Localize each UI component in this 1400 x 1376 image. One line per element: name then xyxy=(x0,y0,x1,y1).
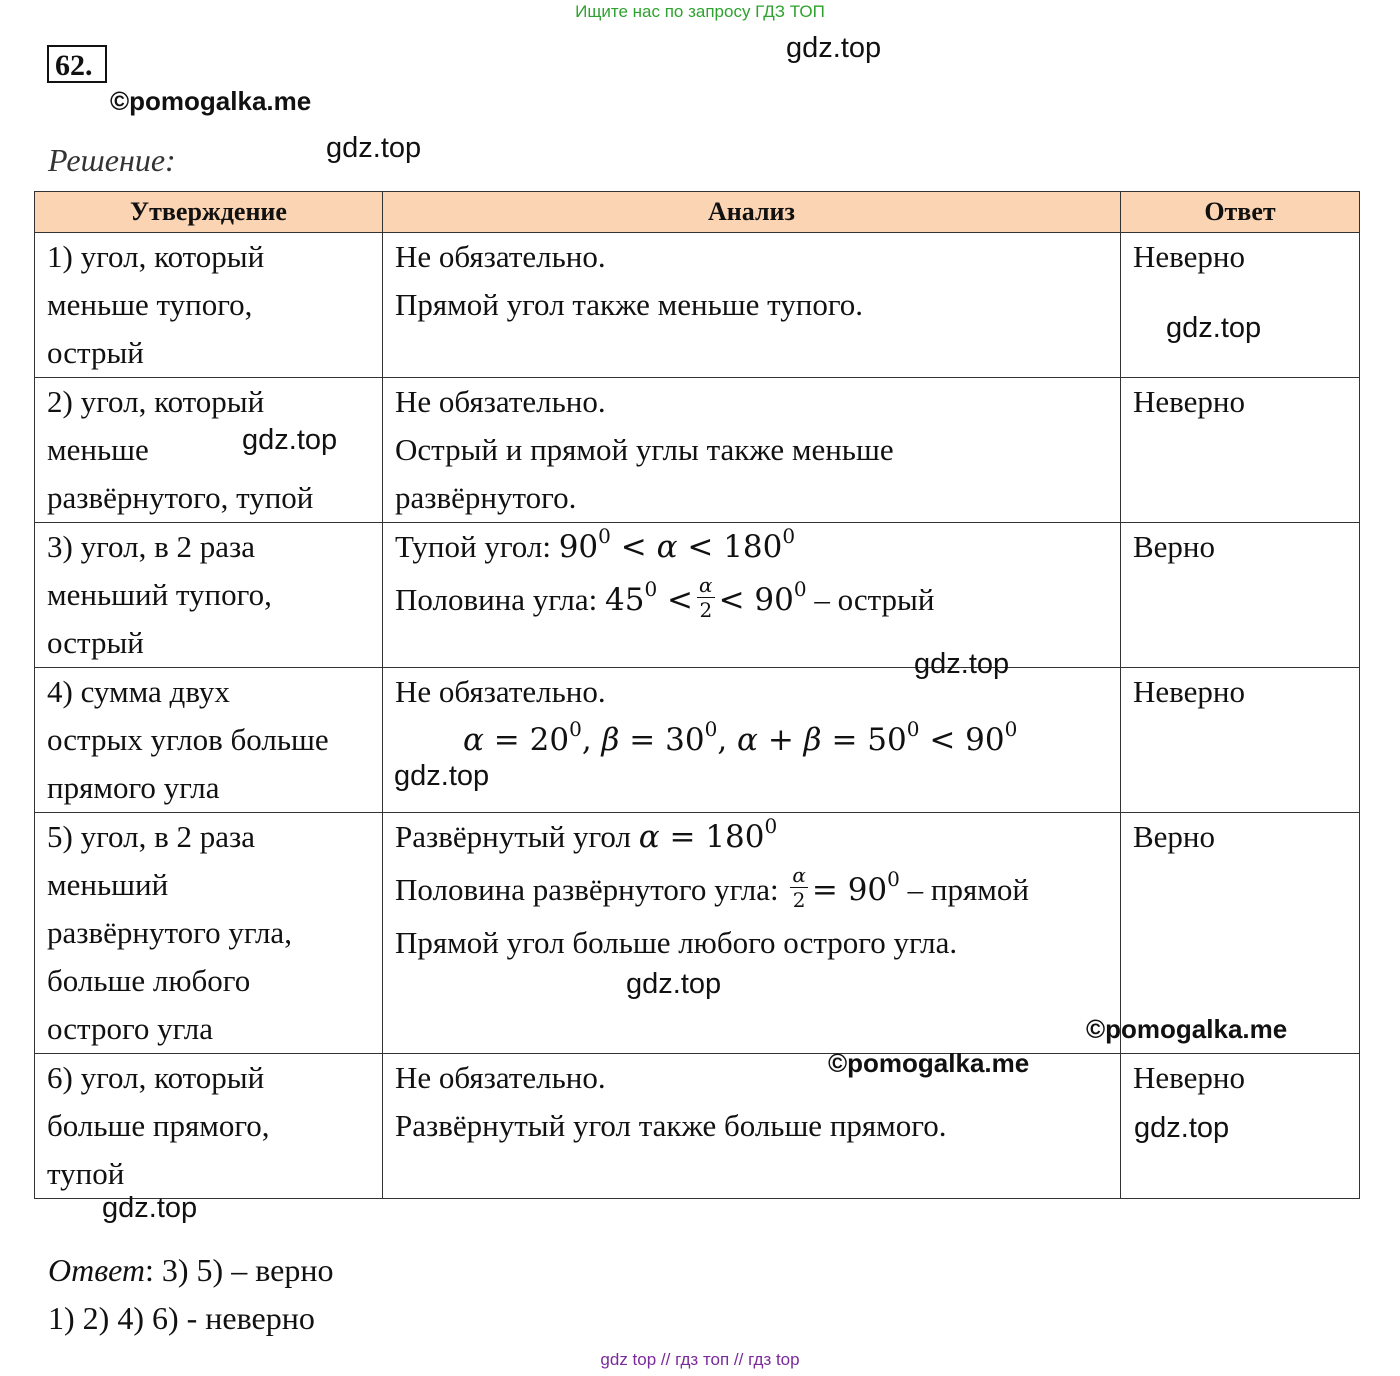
statement-cell xyxy=(35,233,383,378)
watermark-gdz: gdz.top xyxy=(394,760,490,792)
straight-angle-formula: $\alpha = 180^0$ xyxy=(638,814,778,855)
answer-cell xyxy=(1121,523,1360,668)
answer-correct: : 3) 5) – верно xyxy=(145,1252,334,1288)
analysis-line xyxy=(395,571,1108,629)
analysis-line xyxy=(395,523,1108,571)
fraction: $\frac{\alpha}{2}$ xyxy=(699,573,713,622)
statement-line: тупой xyxy=(47,1156,125,1191)
statement-cell xyxy=(35,1054,383,1199)
analysis-line: Прямой угол больше любого острого угла. xyxy=(395,925,958,960)
counterexample-formula: $\alpha = 20^0$, $\beta = 30^0$, $\alpha + \beta = 50^0 < 90^0$ xyxy=(463,717,1018,758)
analysis-line: Острый и прямой углы также меньше xyxy=(395,432,894,467)
statement-line: 3) угол, в 2 раза xyxy=(47,529,255,564)
answer-value: Неверно xyxy=(1133,239,1245,274)
analysis-cell xyxy=(383,233,1121,378)
table-row xyxy=(35,668,1360,813)
footer-links: gdz top // гдз топ // гдз top xyxy=(600,1350,800,1369)
header-answer: Ответ xyxy=(1121,192,1360,233)
statement-line: меньше xyxy=(47,432,149,467)
task-number: 62. xyxy=(47,45,107,83)
table-row xyxy=(35,523,1360,668)
analysis-table xyxy=(34,191,1360,1199)
statement-line: острого угла xyxy=(47,1011,214,1046)
analysis-text: Развёрнутый угол xyxy=(395,819,631,854)
statement-line: 5) угол, в 2 раза xyxy=(47,819,255,854)
analysis-line: Не обязательно. xyxy=(395,239,606,274)
watermark-gdz: gdz.top xyxy=(626,968,722,1000)
statement-line: острых углов больше xyxy=(47,722,329,757)
analysis-text: Половина угла: xyxy=(395,582,598,617)
statement-line: развёрнутого, тупой xyxy=(47,480,314,515)
analysis-line: Не обязательно. xyxy=(395,674,606,709)
answer-value: Неверно xyxy=(1133,674,1245,709)
half-angle-formula: $45^0$ < $\frac{\alpha}{2}$ < $90^0$ xyxy=(605,573,807,622)
analysis-line: Не обязательно. xyxy=(395,384,606,419)
statement-line: острый xyxy=(47,625,144,660)
statement-cell xyxy=(35,813,383,1054)
statement-line: меньший xyxy=(47,867,169,902)
watermark-pomogalka: ©pomogalka.me xyxy=(828,1048,1030,1078)
watermark-gdz: gdz.top xyxy=(326,132,422,164)
watermark-gdz: gdz.top xyxy=(1134,1112,1230,1144)
analysis-line xyxy=(395,813,1108,861)
analysis-line: развёрнутого. xyxy=(395,480,577,515)
answer-cell xyxy=(1121,233,1360,378)
table-row xyxy=(35,378,1360,523)
statement-line: больше прямого, xyxy=(47,1108,270,1143)
answer-cell xyxy=(1121,668,1360,813)
answer-value: Верно xyxy=(1133,529,1216,564)
watermark-pomogalka: ©pomogalka.me xyxy=(110,86,312,116)
statement-line: меньше тупого, xyxy=(47,287,253,322)
answer-value: Неверно xyxy=(1133,1060,1245,1095)
statement-cell xyxy=(35,668,383,813)
analysis-line: Не обязательно. xyxy=(395,1060,606,1095)
watermark-gdz: gdz.top xyxy=(914,648,1010,680)
statement-cell xyxy=(35,523,383,668)
statement-line: развёрнутого угла, xyxy=(47,915,292,950)
statement-line: острый xyxy=(47,335,144,370)
analysis-text: – прямой xyxy=(907,872,1029,907)
solution-label: Решение: xyxy=(48,142,176,178)
analysis-cell xyxy=(383,378,1121,523)
final-answer xyxy=(48,1246,333,1342)
statement-line: прямого угла xyxy=(47,770,220,805)
watermark-pomogalka: ©pomogalka.me xyxy=(1086,1014,1288,1044)
analysis-text: Тупой угол: xyxy=(395,529,551,564)
analysis-cell xyxy=(383,668,1121,813)
statement-line: 6) угол, который xyxy=(47,1060,265,1095)
statement-line: меньший тупого, xyxy=(47,577,272,612)
analysis-line: Прямой угол также меньше тупого. xyxy=(395,287,864,322)
inequality-formula: $90^0 < \alpha < 180^0$ xyxy=(558,524,796,565)
answer-label: Ответ xyxy=(48,1252,145,1288)
answer-line-correct xyxy=(48,1246,333,1294)
answer-value: Верно xyxy=(1133,819,1216,854)
header-analysis: Анализ xyxy=(383,192,1121,233)
table-row xyxy=(35,233,1360,378)
header-statement: Утверждение xyxy=(35,192,383,233)
answer-cell xyxy=(1121,378,1360,523)
watermark-gdz: gdz.top xyxy=(102,1192,198,1224)
statement-line: больше любого xyxy=(47,963,251,998)
half-straight-formula: $\frac{\alpha}{2}$ = $90^0$ xyxy=(792,863,900,912)
analysis-line xyxy=(395,861,1108,919)
table-header-row xyxy=(35,192,1360,233)
top-banner: Ищите нас по запросу ГДЗ ТОП xyxy=(575,2,825,21)
answer-incorrect: 1) 2) 4) 6) - неверно xyxy=(48,1300,315,1336)
analysis-text: – острый xyxy=(814,582,935,617)
answer-value: Неверно xyxy=(1133,384,1245,419)
statement-line: 1) угол, который xyxy=(47,239,265,274)
watermark-gdz: gdz.top xyxy=(242,424,338,456)
watermark-gdz: gdz.top xyxy=(786,32,882,64)
fraction: $\frac{\alpha}{2}$ xyxy=(792,863,806,912)
statement-line: 2) угол, который xyxy=(47,384,265,419)
watermark-gdz: gdz.top xyxy=(1166,312,1262,344)
analysis-cell xyxy=(383,813,1121,1054)
analysis-text: Половина развёрнутого угла: xyxy=(395,872,779,907)
statement-line: 4) сумма двух xyxy=(47,674,230,709)
analysis-line: Развёрнутый угол также больше прямого. xyxy=(395,1108,947,1143)
analysis-cell xyxy=(383,523,1121,668)
